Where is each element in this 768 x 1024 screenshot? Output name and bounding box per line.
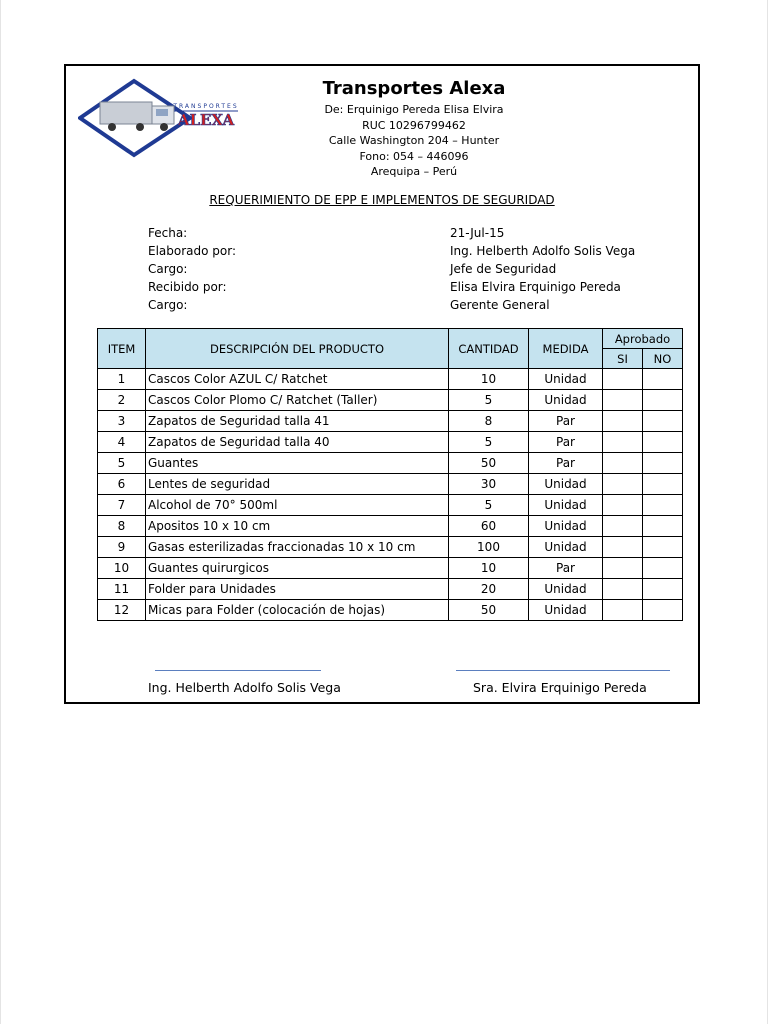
cell-desc: Gasas esterilizadas fraccionadas 10 x 10 cm (146, 537, 449, 558)
table-row (98, 474, 683, 495)
info-label: Recibido por: (148, 280, 227, 294)
cell-si[interactable] (603, 558, 643, 579)
header-item: ITEM (98, 329, 146, 369)
cell-desc: Folder para Unidades (146, 579, 449, 600)
cell-si[interactable] (603, 516, 643, 537)
header-aprobado: Aprobado (603, 329, 683, 349)
table-row (98, 390, 683, 411)
cell-si[interactable] (603, 390, 643, 411)
cell-unit: Unidad (529, 600, 603, 621)
cell-item: 2 (98, 390, 146, 411)
header-si: SI (603, 349, 643, 369)
cell-desc: Zapatos de Seguridad talla 40 (146, 432, 449, 453)
cell-no[interactable] (643, 390, 683, 411)
signature-name-right: Sra. Elvira Erquinigo Pereda (473, 680, 647, 695)
cell-qty: 5 (449, 390, 529, 411)
cell-no[interactable] (643, 537, 683, 558)
cell-si[interactable] (603, 537, 643, 558)
info-row-fecha (148, 224, 668, 242)
cell-qty: 20 (449, 579, 529, 600)
page-edge-left (0, 0, 1, 1024)
truck-window (156, 109, 168, 116)
cell-unit: Par (529, 411, 603, 432)
logo-brand-text: ALEXA (177, 111, 235, 129)
cell-desc: Zapatos de Seguridad talla 41 (146, 411, 449, 432)
truck-trailer (100, 102, 152, 124)
table-row (98, 558, 683, 579)
cell-no[interactable] (643, 516, 683, 537)
cell-qty: 100 (449, 537, 529, 558)
cell-item: 5 (98, 453, 146, 474)
cell-desc: Micas para Folder (colocación de hojas) (146, 600, 449, 621)
cell-item: 11 (98, 579, 146, 600)
header-medida: MEDIDA (529, 329, 603, 369)
info-value: Jefe de Seguridad (450, 262, 557, 276)
info-row-recibido (148, 278, 668, 296)
cell-qty: 8 (449, 411, 529, 432)
table-row (98, 516, 683, 537)
cell-no[interactable] (643, 432, 683, 453)
cell-si[interactable] (603, 579, 643, 600)
cell-item: 1 (98, 369, 146, 390)
company-owner: De: Erquinigo Pereda Elisa Elvira (324, 103, 504, 116)
info-row-cargo (148, 260, 668, 278)
cell-si[interactable] (603, 411, 643, 432)
table-row (98, 495, 683, 516)
signature-line-left (155, 670, 321, 671)
cell-unit: Par (529, 432, 603, 453)
cell-qty: 50 (449, 600, 529, 621)
document-title: REQUERIMIENTO DE EPP E IMPLEMENTOS DE SEGURIDAD (209, 193, 555, 207)
cell-desc: Cascos Color AZUL C/ Ratchet (146, 369, 449, 390)
cell-desc: Guantes quirurgicos (146, 558, 449, 579)
info-value: Ing. Helberth Adolfo Solis Vega (450, 244, 636, 258)
truck-wheel (160, 123, 168, 131)
items-table (97, 328, 683, 621)
cell-desc: Apositos 10 x 10 cm (146, 516, 449, 537)
info-value: 21-Jul-15 (450, 226, 505, 240)
cell-item: 12 (98, 600, 146, 621)
cell-no[interactable] (643, 558, 683, 579)
cell-desc: Guantes (146, 453, 449, 474)
cell-item: 7 (98, 495, 146, 516)
signature-name-left: Ing. Helberth Adolfo Solis Vega (148, 680, 341, 695)
cell-unit: Par (529, 558, 603, 579)
company-name: Transportes Alexa (322, 78, 506, 99)
cell-no[interactable] (643, 495, 683, 516)
truck-wheel (136, 123, 144, 131)
cell-no[interactable] (643, 600, 683, 621)
cell-item: 6 (98, 474, 146, 495)
cell-si[interactable] (603, 369, 643, 390)
cell-item: 3 (98, 411, 146, 432)
cell-si[interactable] (603, 474, 643, 495)
table-row (98, 537, 683, 558)
info-value: Gerente General (450, 298, 550, 312)
company-header (266, 76, 562, 180)
table-row (98, 579, 683, 600)
cell-unit: Unidad (529, 579, 603, 600)
company-address: Calle Washington 204 – Hunter (328, 134, 500, 147)
truck-wheel (108, 123, 116, 131)
table-row (98, 432, 683, 453)
cell-item: 4 (98, 432, 146, 453)
header-no: NO (643, 349, 683, 369)
cell-unit: Unidad (529, 369, 603, 390)
cell-no[interactable] (643, 453, 683, 474)
table-row (98, 411, 683, 432)
cell-desc: Cascos Color Plomo C/ Ratchet (Taller) (146, 390, 449, 411)
cell-si[interactable] (603, 432, 643, 453)
cell-unit: Par (529, 453, 603, 474)
cell-si[interactable] (603, 495, 643, 516)
logo-top-text: TRANSPORTES (173, 103, 239, 110)
cell-desc: Alcohol de 70° 500ml (146, 495, 449, 516)
company-phone: Fono: 054 – 446096 (359, 149, 469, 163)
cell-si[interactable] (603, 453, 643, 474)
cell-no[interactable] (643, 474, 683, 495)
table-row (98, 600, 683, 621)
signature-line-right (456, 670, 670, 671)
cell-si[interactable] (603, 600, 643, 621)
cell-no[interactable] (643, 579, 683, 600)
cell-item: 9 (98, 537, 146, 558)
cell-qty: 50 (449, 453, 529, 474)
header-cantidad: CANTIDAD (449, 329, 529, 369)
cell-qty: 30 (449, 474, 529, 495)
info-label: Cargo: (148, 262, 188, 276)
cell-unit: Unidad (529, 495, 603, 516)
cell-desc: Lentes de seguridad (146, 474, 449, 495)
cell-unit: Unidad (529, 516, 603, 537)
cell-item: 8 (98, 516, 146, 537)
cell-qty: 60 (449, 516, 529, 537)
company-ruc: RUC 10296799462 (362, 118, 466, 132)
header-descripcion: DESCRIPCIÓN DEL PRODUCTO (146, 329, 449, 369)
cell-item: 10 (98, 558, 146, 579)
info-block (148, 224, 668, 314)
cell-qty: 5 (449, 495, 529, 516)
company-logo (78, 78, 244, 158)
table-row (98, 369, 683, 390)
info-value: Elisa Elvira Erquinigo Pereda (450, 280, 621, 294)
cell-qty: 5 (449, 432, 529, 453)
cell-qty: 10 (449, 558, 529, 579)
cell-no[interactable] (643, 369, 683, 390)
info-label: Fecha: (148, 226, 188, 240)
company-city: Arequipa – Perú (370, 165, 458, 178)
cell-unit: Unidad (529, 537, 603, 558)
cell-unit: Unidad (529, 474, 603, 495)
info-row-cargo-2 (148, 296, 668, 314)
info-label: Cargo: (148, 298, 188, 312)
info-row-elaborado (148, 242, 668, 260)
cell-qty: 10 (449, 369, 529, 390)
cell-no[interactable] (643, 411, 683, 432)
info-label: Elaborado por: (148, 244, 237, 258)
table-row (98, 453, 683, 474)
document-sheet (64, 64, 700, 704)
cell-unit: Unidad (529, 390, 603, 411)
